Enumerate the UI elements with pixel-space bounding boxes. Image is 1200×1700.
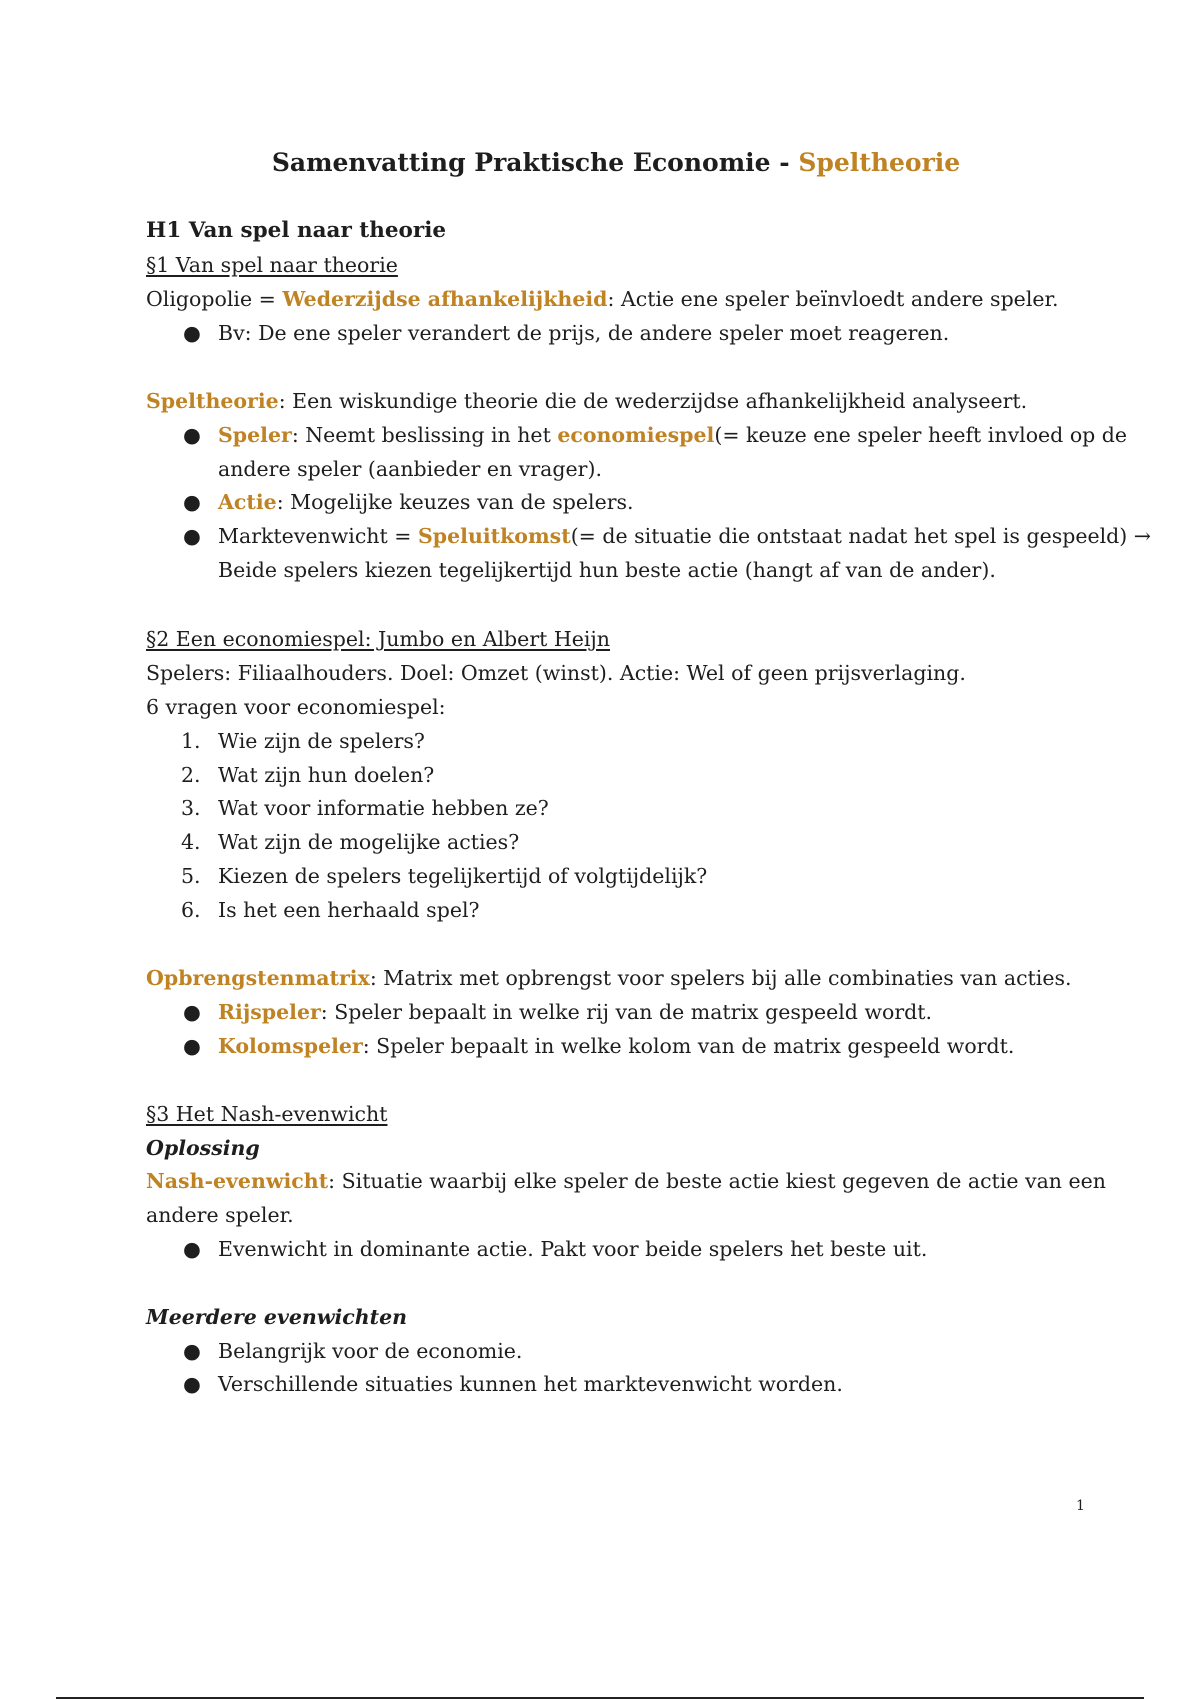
chapter-heading: H1 Van spel naar theorie <box>146 218 447 243</box>
list-number: 5. <box>181 864 201 888</box>
list-number: 6. <box>181 898 201 922</box>
question-item: Kiezen de spelers tegelijkertijd of volgtijdelijk? <box>218 864 708 888</box>
list-item <box>218 1029 1014 1063</box>
term-opbrengstenmatrix: Opbrengstenmatrix <box>146 966 370 990</box>
bullet-dot-icon: ● <box>183 1339 201 1363</box>
bullet-dot-icon: ● <box>183 1034 201 1058</box>
term-speltheorie: Speltheorie <box>146 389 279 413</box>
page-bottom-rule <box>56 1697 1144 1699</box>
speltheorie-line <box>146 384 1027 418</box>
speltheorie-post: : Een wiskundige theorie die de wederzijdse afhankelijkheid analyseert. <box>278 389 1028 413</box>
question-item: Wie zijn de spelers? <box>218 729 425 753</box>
subheading-oplossing: Oplossing <box>146 1136 260 1160</box>
nash-post: : Situatie waarbij elke speler de beste actie kiest gegeven de actie van een <box>328 1169 1106 1193</box>
section-3-heading: §3 Het Nash-evenwicht <box>146 1102 388 1126</box>
bullet-dot-icon: ● <box>183 1237 201 1261</box>
bullet-dot-icon: ● <box>183 423 201 447</box>
bullet-dot-icon: ● <box>183 1372 201 1396</box>
list-item: Bv: De ene speler verandert de prijs, de andere speler moet reageren. <box>218 321 950 345</box>
list-item-continuation: andere speler (aanbieder en vrager). <box>218 457 602 481</box>
list-item <box>218 418 1127 452</box>
term-speler: Speler <box>218 423 292 447</box>
list-item: Belangrijk voor de economie. <box>218 1339 523 1363</box>
question-item: Wat zijn hun doelen? <box>218 763 435 787</box>
matrix-post: : Matrix met opbrengst voor spelers bij alle combinaties van acties. <box>369 966 1072 990</box>
speler-post: (= keuze ene speler heeft invloed op de <box>714 423 1128 447</box>
question-item: Wat voor informatie hebben ze? <box>218 796 549 820</box>
bullet-dot-icon: ● <box>183 1000 201 1024</box>
term-kolomspeler: Kolomspeler <box>218 1034 363 1058</box>
page-title <box>146 148 1086 177</box>
bullet-dot-icon: ● <box>183 321 201 345</box>
speler-mid: : Neemt beslissing in het <box>291 423 558 447</box>
term-economiespel: economiespel <box>557 423 715 447</box>
section-2-heading: §2 Een economiespel: Jumbo en Albert Heijn <box>146 627 610 651</box>
oligopolie-pre: Oligopolie = <box>146 287 283 311</box>
list-item <box>218 485 634 519</box>
bullet-dot-icon: ● <box>183 490 201 514</box>
subheading-meerdere-evenwichten: Meerdere evenwichten <box>146 1305 408 1329</box>
title-main: Samenvatting Praktische Economie - <box>271 148 799 177</box>
term-speluitkomst: Speluitkomst <box>417 524 571 548</box>
oligopolie-post: : Actie ene speler beïnvloedt andere speler. <box>607 287 1059 311</box>
list-item <box>218 519 1151 553</box>
markt-post: (= de situatie die ontstaat nadat het spel is gespeeld) → <box>570 524 1151 548</box>
list-item: Verschillende situaties kunnen het marktevenwicht worden. <box>218 1372 843 1396</box>
term-nash-evenwicht: Nash-evenwicht <box>146 1169 329 1193</box>
markt-pre: Marktevenwicht = <box>218 524 418 548</box>
rij-post: : Speler bepaalt in welke rij van de matrix gespeeld wordt. <box>320 1000 933 1024</box>
term-rijspeler: Rijspeler <box>218 1000 321 1024</box>
paragraph-continuation: andere speler. <box>146 1203 294 1227</box>
paragraph: Spelers: Filiaalhouders. Doel: Omzet (winst). Actie: Wel of geen prijsverlaging. <box>146 661 966 685</box>
matrix-line <box>146 961 1072 995</box>
question-item: Is het een herhaald spel? <box>218 898 480 922</box>
list-number: 4. <box>181 830 201 854</box>
oligopolie-line <box>146 282 1059 316</box>
bullet-dot-icon: ● <box>183 524 201 548</box>
list-number: 3. <box>181 796 201 820</box>
nash-line <box>146 1164 1106 1198</box>
term-actie: Actie <box>218 490 277 514</box>
page-number: 1 <box>1076 1498 1085 1514</box>
list-number: 2. <box>181 763 201 787</box>
list-item: Evenwicht in dominante actie. Pakt voor beide spelers het beste uit. <box>218 1237 928 1261</box>
list-item <box>218 995 932 1029</box>
term-wederzijdse-afhankelijkheid: Wederzijdse afhankelijkheid <box>282 287 608 311</box>
question-item: Wat zijn de mogelijke acties? <box>218 830 520 854</box>
kolom-post: : Speler bepaalt in welke kolom van de matrix gespeeld wordt. <box>362 1034 1015 1058</box>
section-1-heading: §1 Van spel naar theorie <box>146 253 398 277</box>
list-item-continuation: Beide spelers kiezen tegelijkertijd hun beste actie (hangt af van de ander). <box>218 558 996 582</box>
title-highlight: Speltheorie <box>798 148 961 177</box>
actie-post: : Mogelijke keuzes van de spelers. <box>276 490 634 514</box>
paragraph: 6 vragen voor economiespel: <box>146 695 446 719</box>
list-number: 1. <box>181 729 201 753</box>
